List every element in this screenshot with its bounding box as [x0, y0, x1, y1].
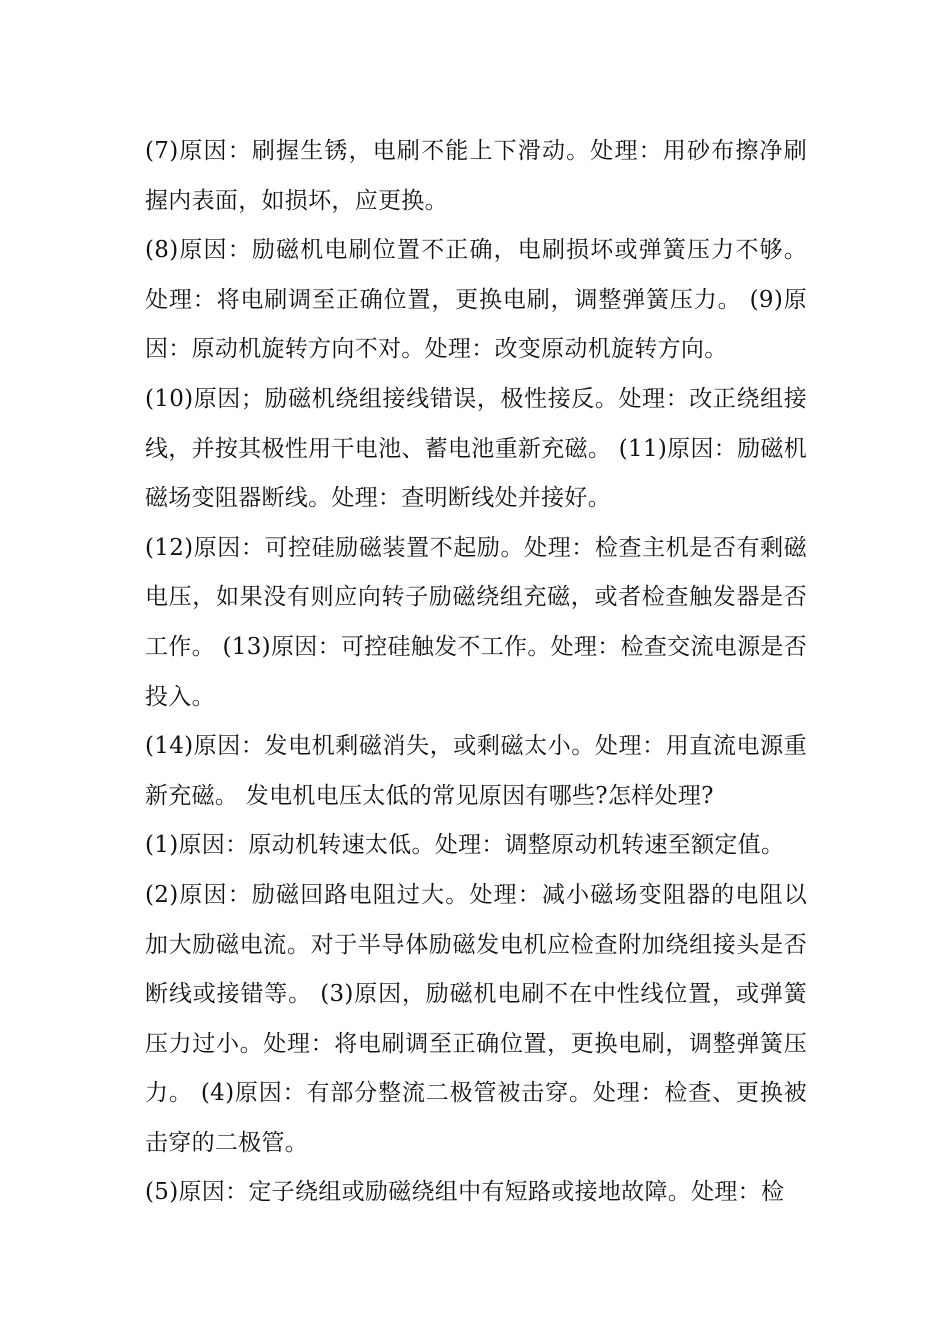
document-body	[145, 127, 807, 1218]
paragraph-12-13: (12)原因：可控硅励磁装置不起励。处理：检查主机是否有剩磁电压，如果没有则应向转子励磁绕组充磁，或者检查触发器是否工作。 (13)原因：可控硅触发不工作。处理：检查交流电源是否投入。	[145, 534, 807, 710]
paragraph-low-voltage-1: (1)原因：原动机转速太低。处理：调整原动机转速至额定值。	[145, 832, 785, 859]
paragraph-10-11: (10)原因；励磁机绕组接线错误，极性接反。处理：改正绕组接线，并按其极性用干电池、蓄电池重新充磁。 (11)原因：励磁机磁场变阻器断线。处理：查明断线处并接好。	[145, 385, 807, 512]
paragraph-14: (14)原因：发电机剩磁消失，或剩磁太小。处理：用直流电源重新充磁。 发电机电压太低的常见原因有哪些?怎样处理?	[145, 733, 807, 809]
paragraph-low-voltage-5: (5)原因：定子绕组或励磁绕组中有短路或接地故障。处理：检	[145, 1179, 785, 1206]
paragraph-8-9: (8)原因：励磁机电刷位置不正确，电刷损坏或弹簧压力不够。处理：将电刷调至正确位置，更换电刷，调整弹簧压力。 (9)原因：原动机旋转方向不对。处理：改变原动机旋转方向。	[145, 237, 807, 363]
paragraph-low-voltage-2-4: (2)原因：励磁回路电阻过大。处理：减小磁场变阻器的电阻以加大励磁电流。对于半导体励磁发电机应检查附加绕组接头是否断线或接错等。 (3)原因，励磁机电刷不在中性线位置，或弹簧压力过小。处理：将电刷调至正确位置，更换电刷，调整弹簧压力。 (4)原因：有部分整流二极管被击穿。处理：检查、更换被击穿的二极管。	[145, 881, 807, 1156]
paragraph-7: (7)原因：刷握生锈，电刷不能上下滑动。处理：用砂布擦净刷握内表面，如损坏，应更换。	[145, 138, 807, 214]
